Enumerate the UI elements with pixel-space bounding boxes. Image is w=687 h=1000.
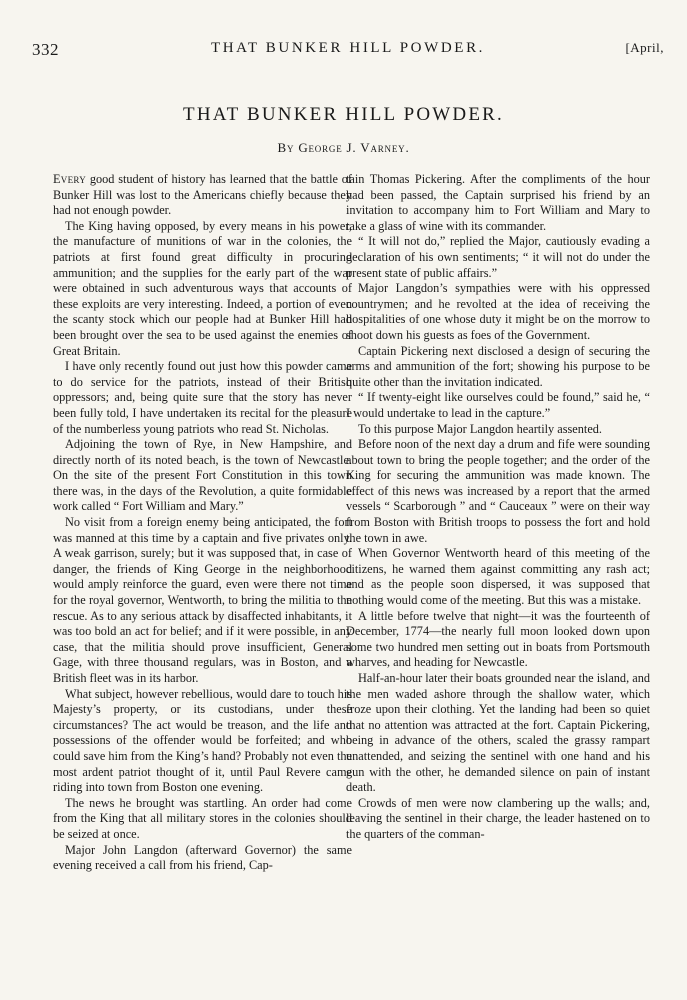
byline-prefix: By xyxy=(277,140,295,155)
paragraph: A little before twelve that night—it was the fourteenth of December, 1774—the nearly full moon looked down upon some two hundred men setting out in boats from Portsmouth wharves, and heading for Newcastle. xyxy=(346,608,650,670)
paragraph: Adjoining the town of Rye, in New Hampshire, and directly north of its noted beach, is the town of Newcastle. On the site of the present Fort Constitution in this town there was, in the days of the Revolution, a quite formidable work called “ Fort William and Mary.” xyxy=(53,437,352,514)
running-month: [April, xyxy=(625,40,664,55)
paragraph: When Governor Wentworth heard of this meeting of the citizens, he warned them against committing any rash act; and as the people soon dispersed, it was supposed that nothing would come of the meeting. But this was a mistake. xyxy=(346,546,650,608)
left-column xyxy=(53,172,352,874)
paragraph: No visit from a foreign enemy being anticipated, the fort was manned at this time by a captain and five privates only. A weak garrison, surely; but it was supposed that, in case of danger, the friends of King George in the neighborhood would amply reinforce the guard, even were there not time for the royal governor, Wentworth, to bring the militia to the rescue. As to any serious attack by disaffected inhabitants, it was too bold an act for belief; and if it were possible, in any case, that the militia should prove insufficient, General Gage, with three thousand regulars, was in Boston, and a British fleet was in its harbor. xyxy=(53,515,352,685)
paragraph: Major Langdon’s sympathies were with his oppressed countrymen; and he revolted at the idea of receiving the hospitalities of one whose duty it might be on the morrow to shoot down his guests as foes of the Government. xyxy=(346,281,650,342)
running-title: THAT BUNKER HILL POWDER. xyxy=(210,40,486,56)
paragraph: What subject, however rebellious, would dare to touch his Majesty’s property, or its custodians, under these circumstances? The act would be treason, and the life and possessions of the offender would be forfeited; and who could save him from the King’s hand? Probably not even the most ardent patriot thought of it, until Paul Revere came riding into town from Boston one evening. xyxy=(53,686,352,795)
paragraph-text: good student of history has learned that the battle of Bunker Hill was lost to the Americans chiefly because they had not enough powder. xyxy=(53,172,353,218)
paragraph: Crowds of men were now clambering up the walls; and, leaving the sentinel in their charge, the leader hastened on to the quarters of the comman- xyxy=(346,795,650,841)
paragraph: tain Thomas Pickering. After the compliments of the hour had been passed, the Captain surprised his friend by an invitation to accompany him to Fort William and Mary to take a glass of wine with its commander. xyxy=(346,172,650,233)
paragraph: “ It will not do,” replied the Major, cautiously evading a declaration of his own sentiments; “ it will not do under the present state of public affairs.” xyxy=(346,234,650,280)
paragraph: The King having opposed, by every means in his power, the manufacture of munitions of war in the colonies, the patriots at first found great difficulty in procuring ammunition; and the supplies for the early part of the war were obtained in such adventurous ways that accounts of these exploits are very interesting. Indeed, a portion of even the scanty stock which our people had at Bunker Hill had been brought over the sea to be used against the enemies of Great Britain. xyxy=(53,218,352,358)
paragraph: “ If twenty-eight like ourselves could be found,” said he, “ I would undertake to lead in the capture.” xyxy=(346,390,650,420)
opening-word: Every xyxy=(53,172,87,186)
paragraph: To this purpose Major Langdon heartily assented. xyxy=(358,421,602,436)
paragraph: Before noon of the next day a drum and fife were sounding about town to bring the people together; and the order of the King for securing the ammunition was made known. The effect of this news was increased by a report that the armed vessels “ Scarborough ” and “ Cauceaux ” were on their way from Boston with British troops to possess the fort and hold the town in awe. xyxy=(346,437,650,545)
byline-author: George J. Varney. xyxy=(298,140,410,155)
article-byline xyxy=(0,140,687,156)
right-column xyxy=(346,172,650,843)
paragraph: I have only recently found out just how this powder came to do service for the patriots, instead of their British oppressors; and, being quite sure that the story has never been fully told, I have undertaken its recital for the pleasure of the numberless young patriots who read St. Nicholas. xyxy=(53,359,352,436)
article-title: THAT BUNKER HILL POWDER. xyxy=(183,104,504,125)
paragraph: Captain Pickering next disclosed a design of securing the arms and ammunition of the fort; showing his purpose to be quite other than the invitation indicated. xyxy=(346,343,650,389)
paragraph: Major John Langdon (afterward Governor) the same evening received a call from his friend, Cap- xyxy=(53,842,352,873)
page-number: 332 xyxy=(32,40,59,59)
running-header xyxy=(32,40,664,62)
paragraph: Half-an-hour later their boats grounded near the island, and the men waded ashore through the shallow water, which froze upon their clothing. Yet the landing had been so quiet that no attention was attracted at the fort. Captain Pickering, being in advance of the others, scaled the grassy rampart unattended, and seizing the sentinel with one hand and his gun with the other, he demanded silence on pain of instant death. xyxy=(346,671,650,795)
paragraph xyxy=(53,172,352,219)
paragraph: The news he brought was startling. An order had come from the King that all military stores in the colonies should be seized at once. xyxy=(53,795,352,841)
